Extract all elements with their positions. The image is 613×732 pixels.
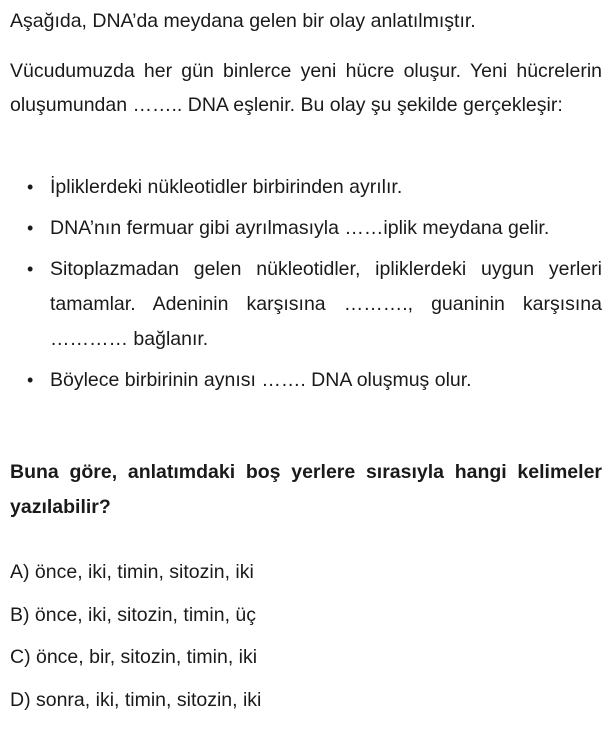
description-paragraph: Vücudumuzda her gün binlerce yeni hücre oluşur. Yeni hücrelerin oluşumundan …….. DNA eşlenir. Bu olay şu şekilde gerçekleşir: [10,60,602,116]
bullet-icon: • [27,177,34,197]
list-item [0,211,613,246]
option-a[interactable]: A) önce, iki, timin, sitozin, iki [10,561,254,583]
answer-options [10,551,600,721]
intro-text: Aşağıda, DNA’da meydana gelen bir olay anlatılmıştır. [10,10,476,32]
list-item-text: Böylece birbirinin aynısı ……. DNA oluşmuş olur. [50,369,472,391]
option-d[interactable]: D) sonra, iki, timin, sitozin, iki [10,688,262,711]
option-c[interactable]: C) önce, bir, sitozin, timin, iki [10,646,258,668]
bullet-icon: • [27,259,34,279]
bullet-icon: • [27,370,34,390]
list-item-text: DNA’nın fermuar gibi ayrılmasıyla ……iplik meydana gelir. [50,217,550,239]
list-item-text: İpliklerdeki nükleotidler birbirinden ayrılır. [50,176,403,198]
question-stem: Buna göre, anlatımdaki boş yerlere sırasıyla hangi kelimeler yazılabilir? [10,461,602,518]
list-item [0,170,613,205]
option-b[interactable]: B) önce, iki, sitozin, timin, üç [10,603,256,626]
bullet-icon: • [27,218,34,238]
steps-list [0,170,613,404]
list-item [0,363,613,398]
list-item [0,252,613,357]
list-item-text: Sitoplazmadan gelen nükleotidler, ipliklerdeki uygun yerleri tamamlar. Adeninin karşısına ………., guaninin karşısına ………… bağlanır. [50,258,602,350]
